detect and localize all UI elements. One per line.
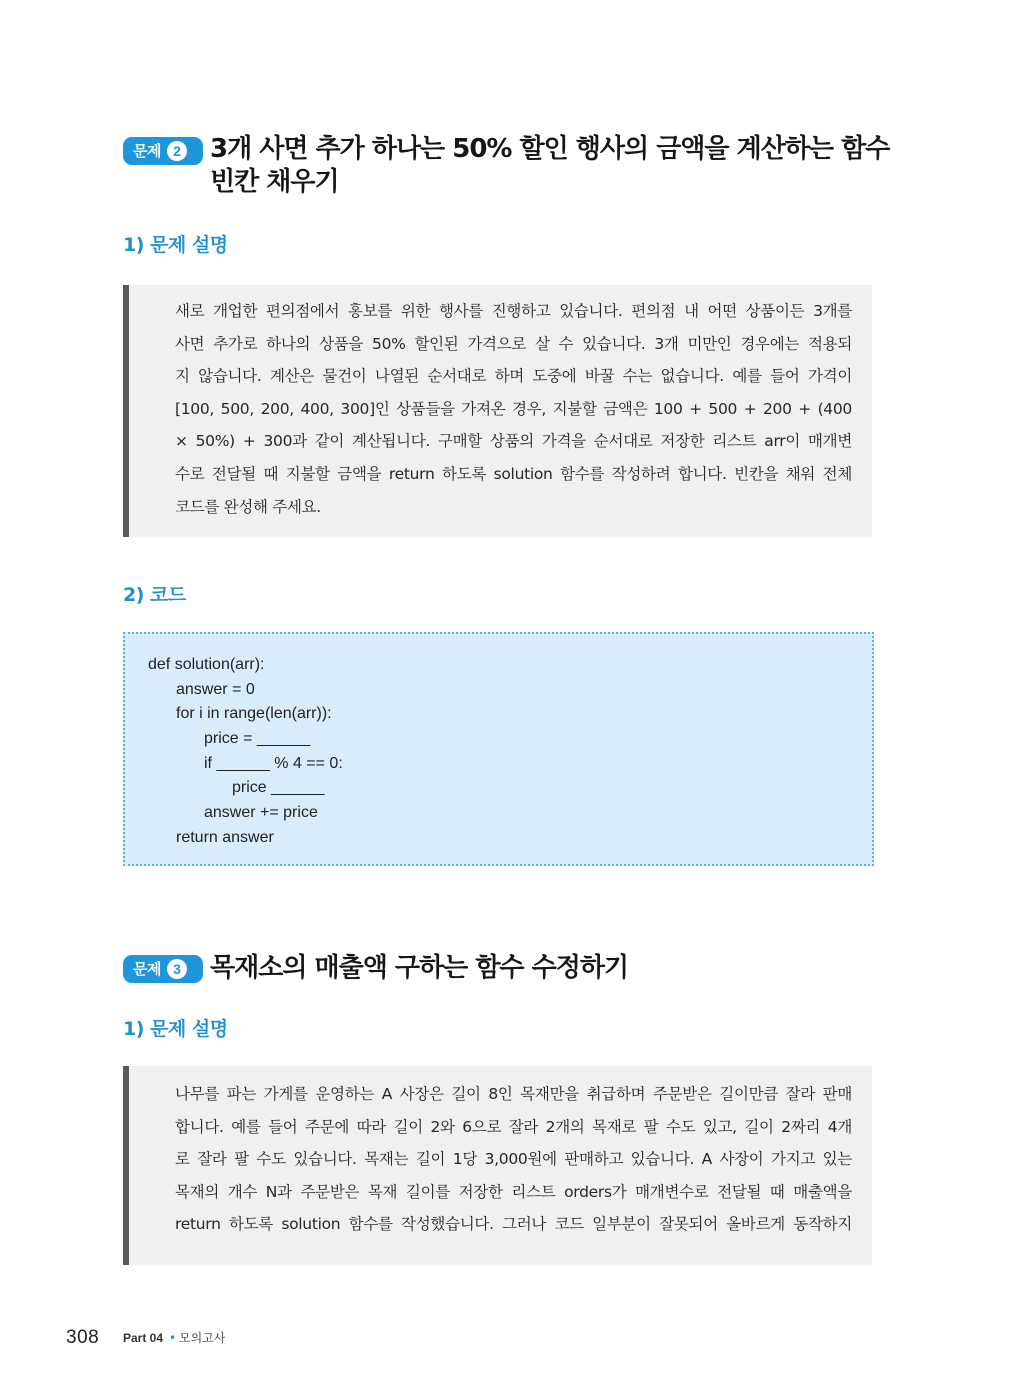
page-number: 308 bbox=[66, 1327, 100, 1348]
code-line: answer = 0 bbox=[176, 680, 255, 698]
problem-2-description-heading: 1) 문제 설명 bbox=[123, 234, 228, 256]
problem-3-title bbox=[210, 952, 910, 985]
problem-2-badge bbox=[123, 137, 203, 165]
problem-2-description-box bbox=[123, 285, 872, 537]
problem-3-description-box bbox=[123, 1066, 872, 1265]
problem-3-badge-label: 문제 bbox=[133, 960, 161, 978]
problem-2-badge-number: 2 bbox=[167, 141, 187, 161]
code-line: price = ______ bbox=[204, 730, 311, 748]
code-line: def solution(arr): bbox=[148, 656, 265, 673]
problem-2-title-line-1: 3개 사면 추가 하나는 50% 할인 행사의 금액을 계산하는 함수 bbox=[210, 134, 890, 164]
code-line: answer += price bbox=[204, 804, 318, 822]
problem-2-code-box bbox=[123, 632, 874, 866]
code-line: price ______ bbox=[232, 779, 325, 797]
code-line: if ______ % 4 == 0: bbox=[204, 754, 343, 772]
problem-2-title bbox=[210, 133, 910, 199]
description-line: × 50%) + 300과 같이 계산됩니다. 구매할 상품의 가격을 순서대로 저장한 리스트 arr이 매개변 bbox=[175, 432, 852, 451]
code-line: for i in range(len(arr)): bbox=[176, 705, 332, 723]
problem-2-badge-label: 문제 bbox=[133, 142, 161, 160]
description-line: 로 잘라 팔 수도 있습니다. 목재는 길이 1당 3,000원에 판매하고 있습니다. A 사장이 가지고 있는 bbox=[175, 1150, 852, 1169]
description-line: 사면 추가로 하나의 상품을 50% 할인된 가격으로 살 수 있습니다. 3개 미만인 경우에는 적용되 bbox=[175, 334, 852, 353]
problem-3-title-line-1: 목재소의 매출액 구하는 함수 수정하기 bbox=[210, 953, 629, 983]
description-line: return 하도록 solution 함수를 작성했습니다. 그러나 코드 일부분이 잘못되어 올바르게 동작하지 bbox=[175, 1215, 852, 1234]
description-line: 새로 개업한 편의점에서 홍보를 위한 행사를 진행하고 있습니다. 편의점 내 어떤 상품이든 3개를 bbox=[175, 302, 852, 320]
problem-2-title-line-2: 빈칸 채우기 bbox=[210, 167, 339, 197]
description-line: 수로 전달될 때 지불할 금액을 return 하도록 solution 함수를 작성하려 합니다. 빈칸을 채워 전체 bbox=[175, 464, 852, 483]
description-line: 합니다. 예를 들어 주문에 따라 길이 2와 6으로 잘라 2개의 목재로 팔 수도 있고, 길이 2짜리 4개 bbox=[175, 1117, 852, 1136]
problem-3-badge bbox=[123, 955, 203, 983]
footer-part-label: Part 04 bbox=[123, 1331, 164, 1345]
description-line: 나무를 파는 가게를 운영하는 A 사장은 길이 8인 목재만을 취급하며 주문받은 길이만큼 잘라 판매 bbox=[175, 1085, 852, 1103]
code-line: return answer bbox=[176, 828, 274, 846]
description-line: 목재의 개수 N과 주문받은 목재 길이를 저장한 리스트 orders가 매개변수로 전달될 때 매출액을 bbox=[175, 1182, 852, 1201]
footer-bullet: • bbox=[169, 1331, 177, 1345]
problem-3-badge-number: 3 bbox=[167, 959, 187, 979]
description-line: 지 않습니다. 계산은 물건이 나열된 순서대로 하며 도중에 바꿀 수는 없습니다. 예를 들어 가격이 bbox=[175, 367, 852, 386]
description-line: [100, 500, 200, 400, 300]인 상품들을 가져온 경우, 지불할 금액은 100 + 500 + 200 + (400 bbox=[175, 399, 852, 418]
description-line: 코드를 완성해 주세요. bbox=[175, 497, 321, 516]
problem-3-description-heading: 1) 문제 설명 bbox=[123, 1018, 228, 1040]
footer-section-label: 모의고사 bbox=[179, 1331, 226, 1345]
problem-2-code-heading: 2) 코드 bbox=[123, 584, 186, 606]
